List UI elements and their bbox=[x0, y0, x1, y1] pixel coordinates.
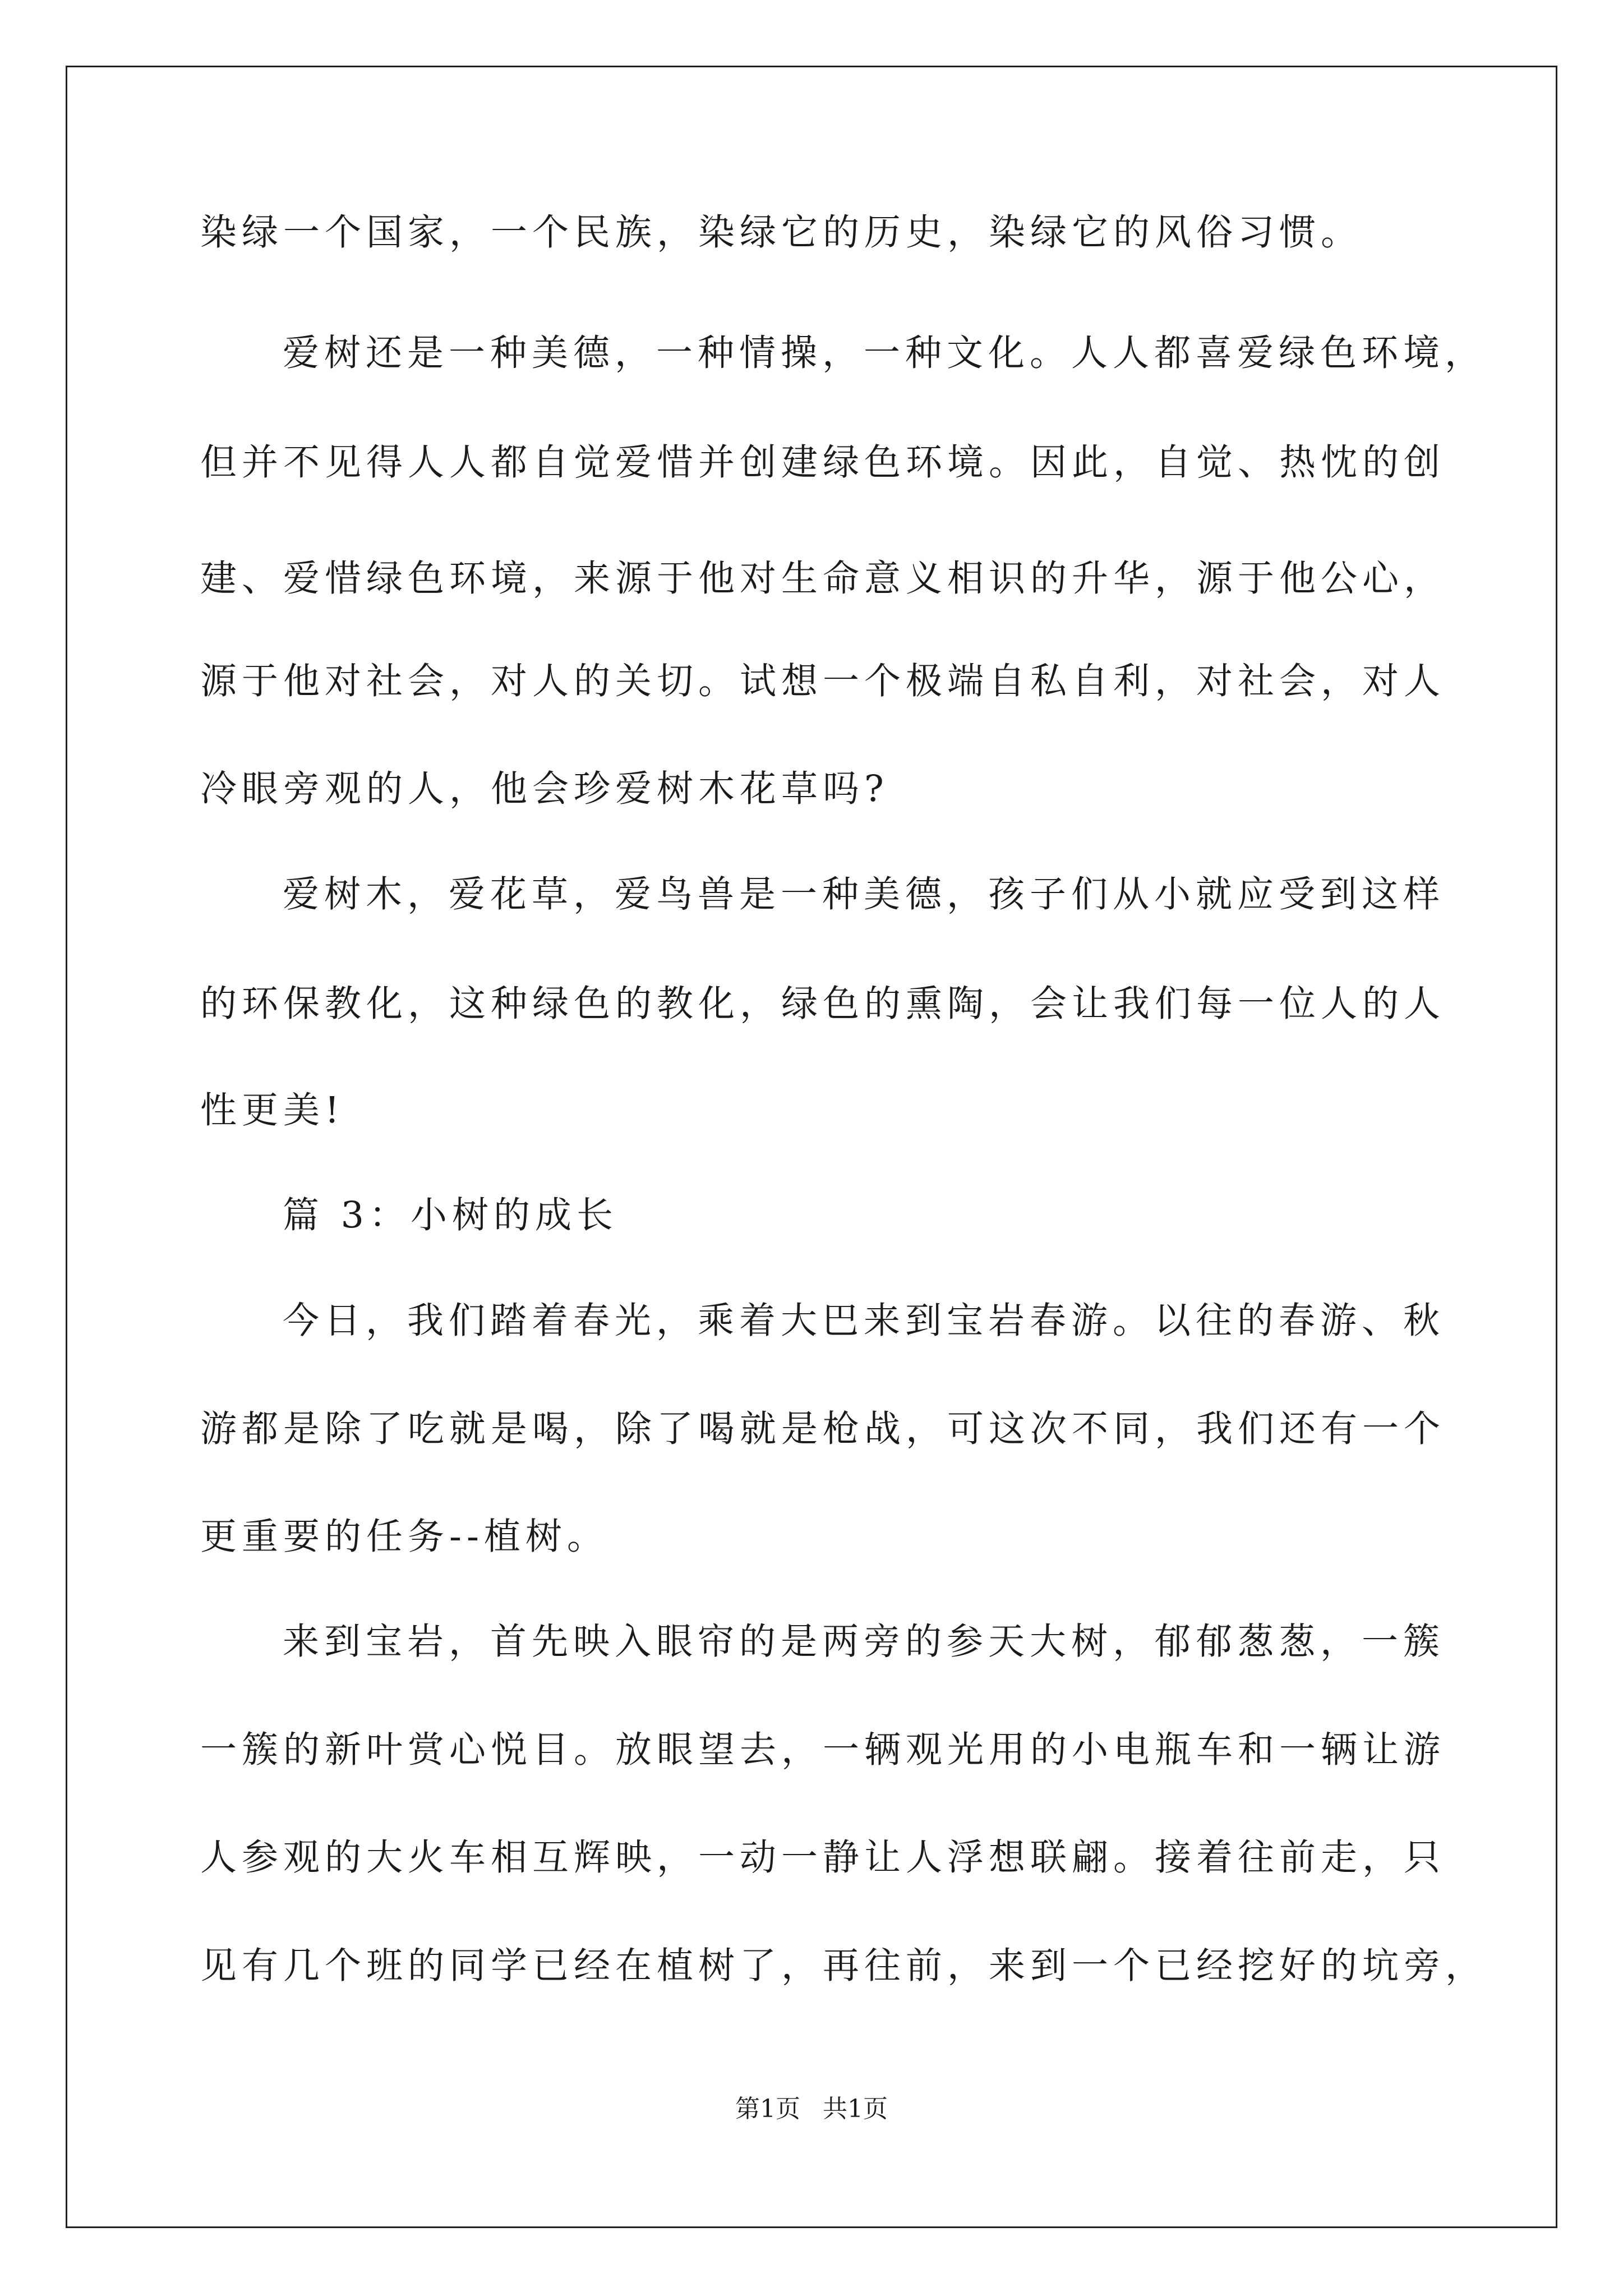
text-line-8: 的环保教化，这种绿色的教化，绿色的熏陶，会让我们每一位人的人 bbox=[200, 983, 1446, 1025]
text-line-14: 来到宝岩，首先映入眼帘的是两旁的参天大树，郁郁葱葱，一簇 bbox=[283, 1621, 1445, 1663]
text-line-5: 源于他对社会，对人的关切。试想一个极端自私自利，对社会，对人 bbox=[200, 660, 1446, 702]
text-line-9: 性更美! bbox=[200, 1089, 345, 1131]
text-line-4: 建、爱惜绿色环境，来源于他对生命意义相识的升华，源于他公心， bbox=[200, 558, 1446, 600]
text-line-11: 今日，我们踏着春光，乘着大巴来到宝岩春游。以往的春游、秋 bbox=[283, 1300, 1445, 1342]
text-line-12: 游都是除了吃就是喝，除了喝就是枪战，可这次不同，我们还有一个 bbox=[200, 1408, 1446, 1450]
text-line-2: 爱树还是一种美德，一种情操，一种文化。人人都喜爱绿色环境， bbox=[283, 332, 1487, 374]
text-line-17: 见有几个班的同学已经在植树了，再往前，来到一个已经挖好的坑旁， bbox=[200, 1945, 1487, 1987]
section-heading: 篇 3：小树的成长 bbox=[283, 1194, 619, 1236]
text-line-1: 染绿一个国家，一个民族，染绿它的历史，染绿它的风俗习惯。 bbox=[200, 211, 1363, 254]
page-footer bbox=[0, 2092, 1623, 2126]
page-frame bbox=[66, 66, 1557, 2228]
text-line-7: 爱树木，爱花草，爱鸟兽是一种美德，孩子们从小就应受到这样 bbox=[283, 873, 1445, 915]
text-line-16: 人参观的大火车相互辉映，一动一静让人浮想联翩。接着往前走，只 bbox=[200, 1837, 1446, 1879]
page-number-total: 共1页 bbox=[823, 2095, 888, 2123]
page-number-current: 第1页 bbox=[735, 2095, 800, 2123]
text-line-15: 一簇的新叶赏心悦目。放眼望去，一辆观光用的小电瓶车和一辆让游 bbox=[200, 1729, 1446, 1771]
text-line-3: 但并不见得人人都自觉爱惜并创建绿色环境。因此，自觉、热忱的创 bbox=[200, 441, 1446, 484]
text-line-13: 更重要的任务--植树。 bbox=[200, 1516, 608, 1558]
text-line-6: 冷眼旁观的人，他会珍爱树木花草吗? bbox=[200, 768, 889, 810]
